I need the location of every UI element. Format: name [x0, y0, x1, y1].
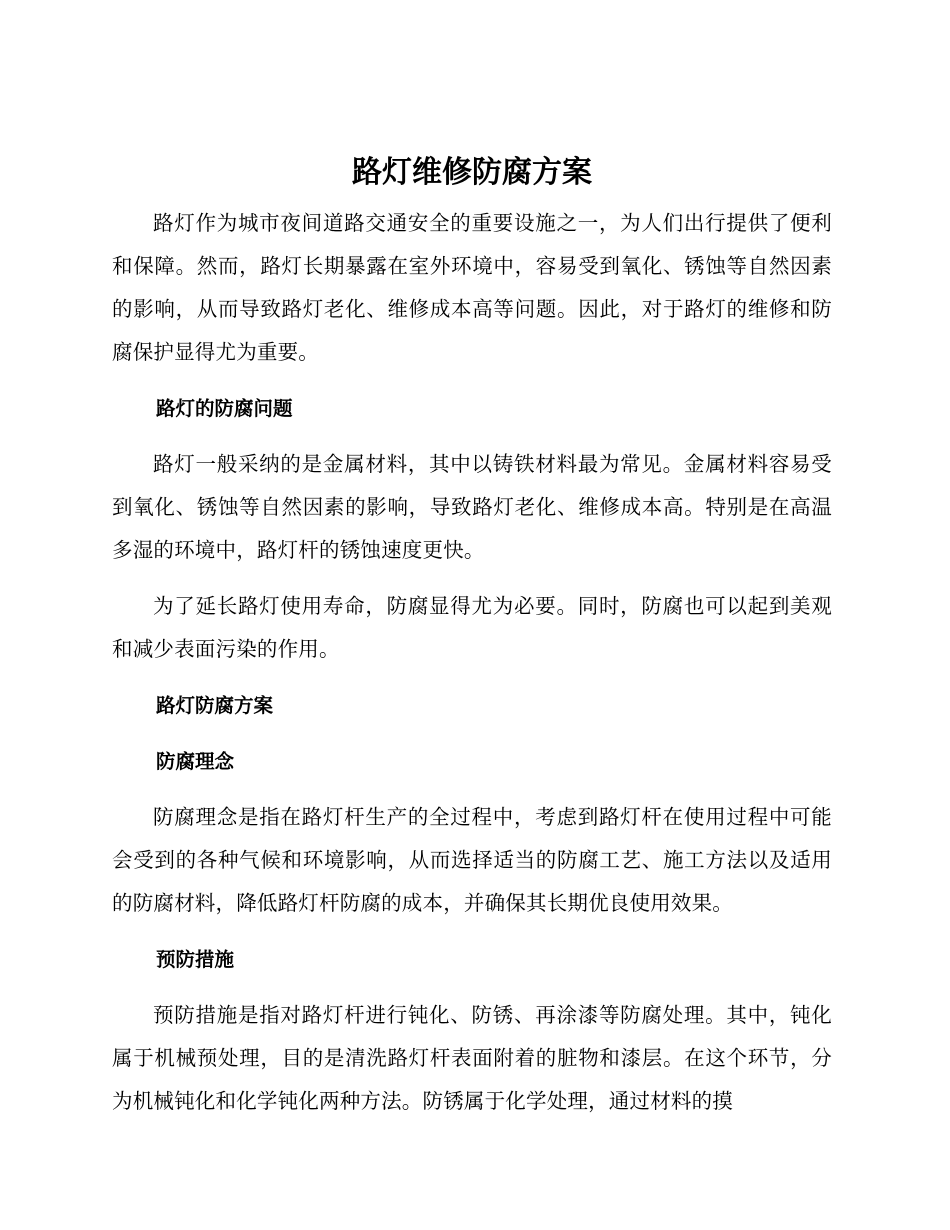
paragraph-intro: 路灯作为城市夜间道路交通安全的重要设施之一，为人们出行提供了便利和保障。然而，路灯长期暴露在室外环境中，容易受到氧化、锈蚀等自然因素的影响，从而导致路灯老化、维修成本高等问题。因此，对于路灯的维修和防腐保护显得尤为重要。	[112, 211, 832, 364]
heading-corrosion-problem: 路灯的防腐问题	[156, 397, 293, 420]
heading-preventive-measures: 预防措施	[156, 948, 235, 971]
document-body	[112, 150, 832, 1136]
paragraph-material: 路灯一般采纳的是金属材料，其中以铸铁材料最为常见。金属材料容易受到氧化、锈蚀等自然因素的影响，导致路灯老化、维修成本高。特别是在高温多湿的环境中，路灯杆的锈蚀速度更快。	[112, 452, 832, 562]
heading-concept: 防腐理念	[156, 750, 235, 773]
heading-corrosion-plan: 路灯防腐方案	[156, 694, 274, 717]
paragraph-concept: 防腐理念是指在路灯杆生产的全过程中，考虑到路灯杆在使用过程中可能会受到的各种气候和环境影响，从而选择适当的防腐工艺、施工方法以及适用的防腐材料，降低路灯杆防腐的成本，并确保其长期优良使用效果。	[112, 805, 832, 915]
document-title: 路灯维修防腐方案	[352, 155, 592, 190]
paragraph-necessity: 为了延长路灯使用寿命，防腐显得尤为必要。同时，防腐也可以起到美观和减少表面污染的作用。	[112, 594, 832, 661]
paragraph-preventive-measures: 预防措施是指对路灯杆进行钝化、防锈、再涂漆等防腐处理。其中，钝化属于机械预处理，目的是清洗路灯杆表面附着的脏物和漆层。在这个环节，分为机械钝化和化学钝化两种方法。防锈属于化学处理，通过材料的摸	[112, 1003, 832, 1113]
